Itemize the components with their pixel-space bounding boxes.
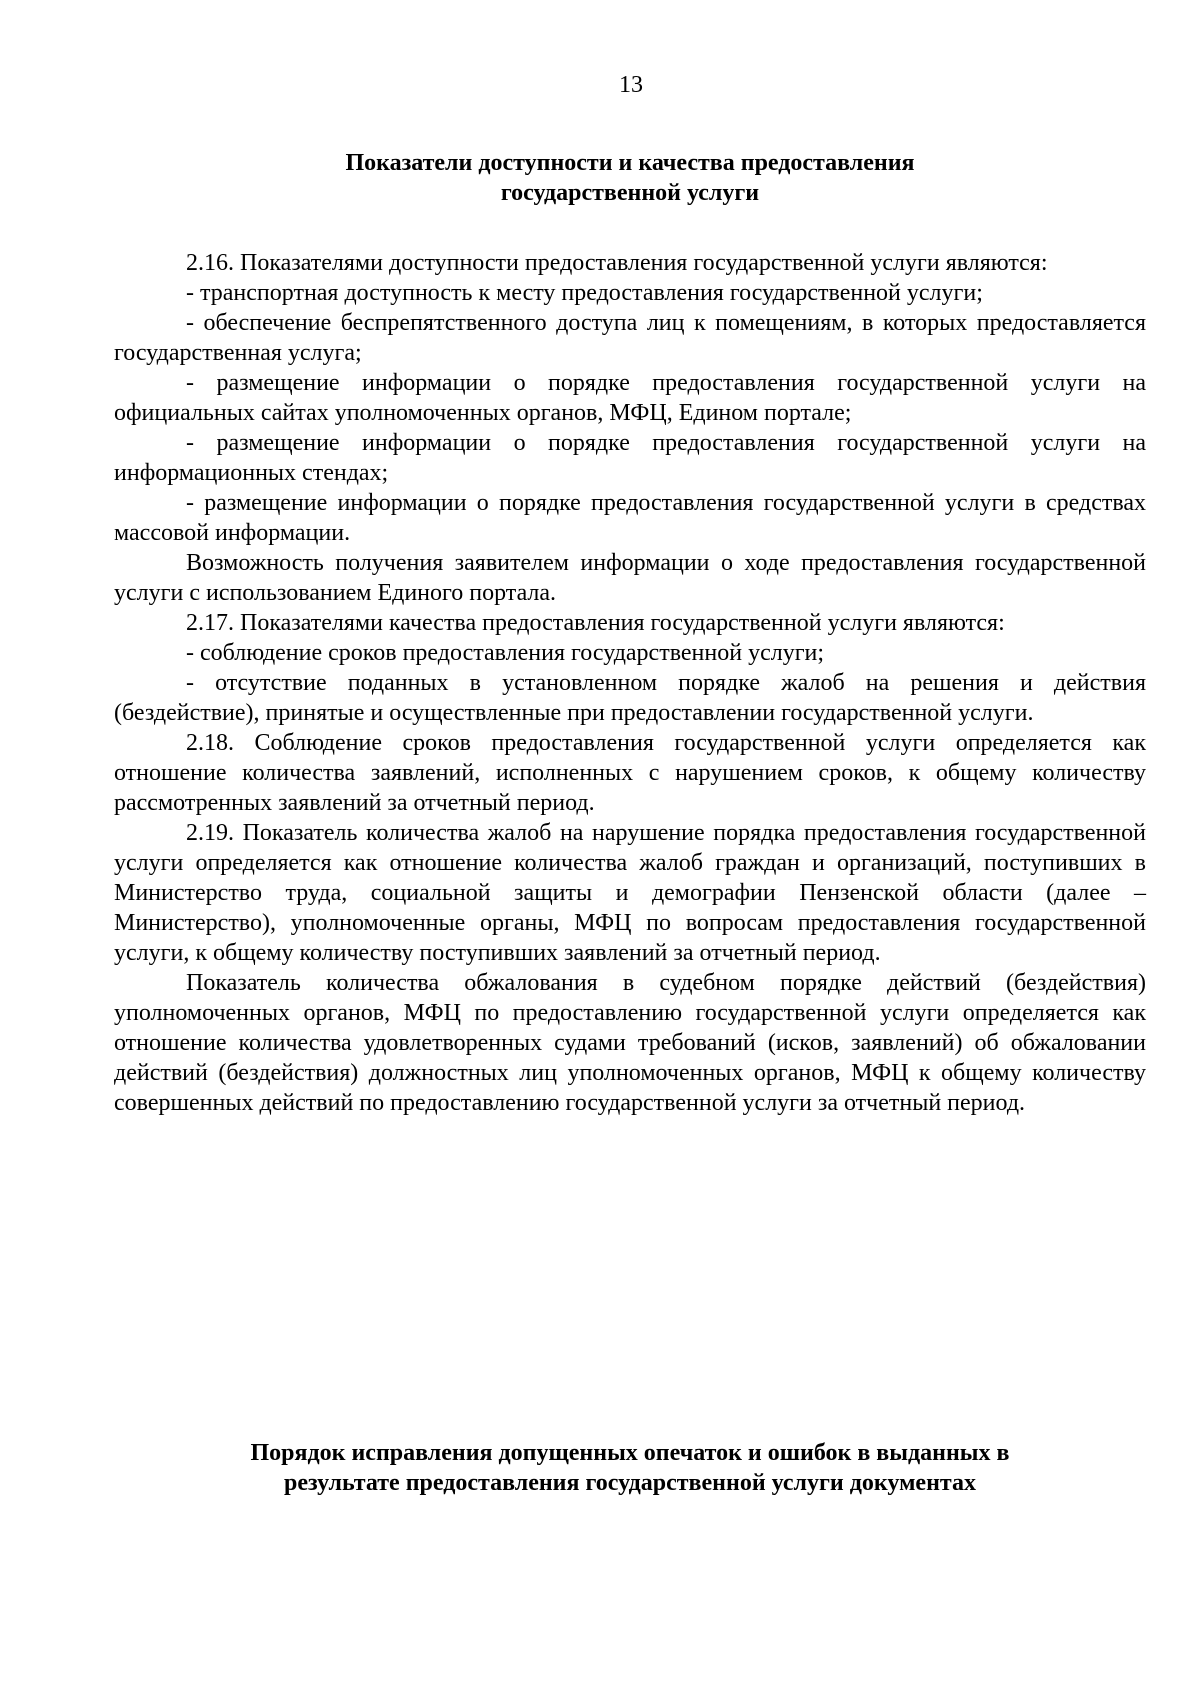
paragraph: - транспортная доступность к месту предоставления государственной услуги; <box>186 280 983 306</box>
paragraph: 2.18. Соблюдение сроков предоставления государственной услуги определяется как отношение количества заявлений, исполненных с нарушением сроков, к общему количеству рассмотренных заявлений за отчетный период. <box>114 730 1146 816</box>
paragraph: 2.16. Показателями доступности предоставления государственной услуги являются: <box>186 250 1048 276</box>
paragraph: - соблюдение сроков предоставления государственной услуги; <box>186 640 825 666</box>
section-heading-line: результате предоставления государственной услуги документах <box>284 1470 976 1496</box>
paragraph: 2.17. Показателями качества предоставления государственной услуги являются: <box>186 610 1005 636</box>
body-text <box>114 248 1146 1118</box>
section-heading-accessibility <box>114 148 1146 208</box>
paragraph: - обеспечение беспрепятственного доступа лиц к помещениям, в которых предоставляется государственная услуга; <box>114 310 1146 366</box>
paragraph: - размещение информации о порядке предоставления государственной услуги на информационных стендах; <box>114 430 1146 486</box>
page-number: 13 <box>619 72 643 98</box>
paragraph: Показатель количества обжалования в судебном порядке действий (бездействия) уполномоченных органов, МФЦ по предоставлению государственной услуги определяется как отношение количества удовлетворенных судами требований (исков, заявлений) об обжаловании действий (бездействия) должностных лиц уполномоченных органов, МФЦ к общему количеству совершенных действий по предоставлению государственной услуги за отчетный период. <box>114 970 1146 1116</box>
section-heading-line: Порядок исправления допущенных опечаток и ошибок в выданных в <box>250 1440 1010 1466</box>
paragraph: - размещение информации о порядке предоставления государственной услуги на официальных сайтах уполномоченных органов, МФЦ, Едином портале; <box>114 370 1146 426</box>
section-heading-corrections <box>114 1438 1146 1498</box>
section-heading-line: государственной услуги <box>500 180 760 206</box>
paragraph: - размещение информации о порядке предоставления государственной услуги в средствах массовой информации. <box>114 490 1146 546</box>
section-heading-line: Показатели доступности и качества предоставления <box>345 150 915 176</box>
paragraph: 2.19. Показатель количества жалоб на нарушение порядка предоставления государственной услуги определяется как отношение количества жалоб граждан и организаций, поступивших в Министерство труда, социальной защиты и демографии Пензенской области (далее – Министерство), уполномоченные органы, МФЦ по вопросам предоставления государственной услуги, к общему количеству поступивших заявлений за отчетный период. <box>114 820 1146 966</box>
paragraph: - отсутствие поданных в установленном порядке жалоб на решения и действия (бездействие), принятые и осуществленные при предоставлении государственной услуги. <box>114 670 1146 726</box>
paragraph: Возможность получения заявителем информации о ходе предоставления государственной услуги с использованием Единого портала. <box>114 550 1146 606</box>
